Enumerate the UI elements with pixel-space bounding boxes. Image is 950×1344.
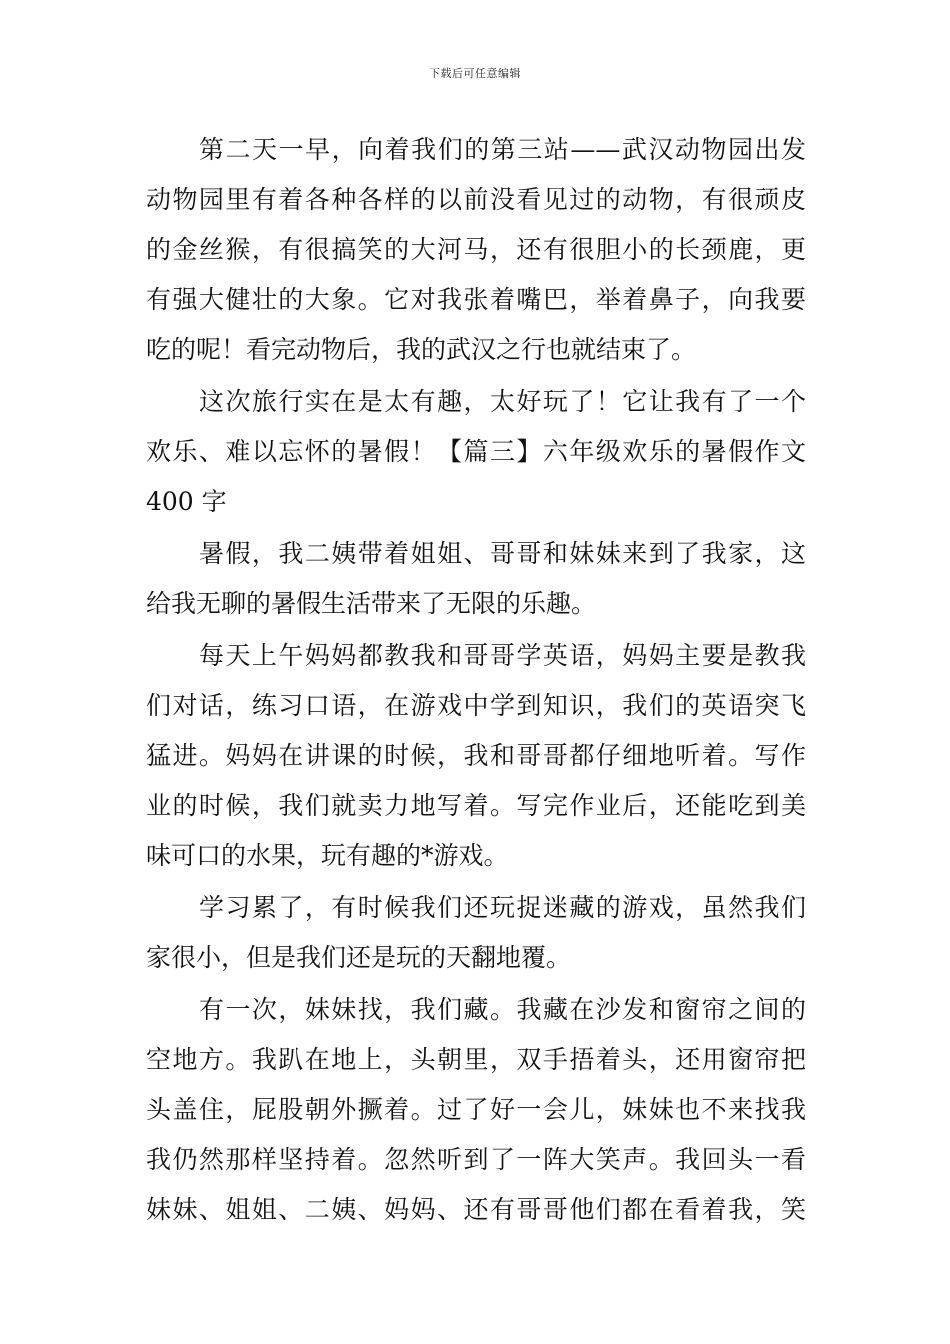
text-line: 暑假，我二姨带着姐姐、哥哥和妹妹来到了我家，这: [199, 539, 806, 568]
text-line: 的金丝猴，有很搞笑的大河马，还有很胆小的长颈鹿，更: [146, 235, 806, 264]
text-line: 有一次，妹妹找，我们藏。我藏在沙发和窗帘之间的: [199, 995, 806, 1024]
text-line: 吃的呢！看完动物后，我的武汉之行也就结束了。: [146, 335, 697, 364]
text-line: 400 字: [146, 487, 227, 516]
text-line: 妹妹、姐姐、二姨、妈妈、还有哥哥他们都在看着我，笑: [146, 1195, 806, 1224]
text-line: 学习累了，有时候我们还玩捉迷藏的游戏，虽然我们: [199, 893, 806, 922]
text-line: 猛进。妈妈在讲课的时候，我和哥哥都仔细地听着。写作: [146, 741, 806, 770]
text-line: 这次旅行实在是太有趣，太好玩了！它让我有了一个: [199, 387, 806, 416]
text-line: 头盖住，屁股朝外撅着。过了好一会儿，妹妹也不来找我: [146, 1095, 806, 1124]
text-line: 动物园里有着各种各样的以前没看见过的动物，有很顽皮: [146, 185, 806, 214]
text-line: 空地方。我趴在地上，头朝里，双手捂着头，还用窗帘把: [146, 1045, 806, 1074]
text-line: 味可口的水果，玩有趣的*游戏。: [146, 841, 509, 870]
text-line: 们对话，练习口语，在游戏中学到知识，我们的英语突飞: [146, 691, 806, 720]
text-line: 第二天一早，向着我们的第三站——武汉动物园出发: [199, 135, 806, 164]
text-line: 业的时候，我们就卖力地写着。写完作业后，还能吃到美: [146, 791, 806, 820]
text-line: 每天上午妈妈都教我和哥哥学英语，妈妈主要是教我: [199, 641, 806, 670]
essay-body: [146, 125, 806, 1235]
page-header: 下载后可任意编辑: [429, 67, 521, 80]
text-line: 有强大健壮的大象。它对我张着嘴巴，举着鼻子，向我要: [146, 285, 806, 314]
text-line: 我仍然那样坚持着。忽然听到了一阵大笑声。我回头一看: [146, 1145, 806, 1174]
text-line: 欢乐、难以忘怀的暑假！【篇三】六年级欢乐的暑假作文: [146, 437, 806, 466]
text-line: 家很小，但是我们还是玩的天翻地覆。: [146, 943, 572, 972]
text-line: 给我无聊的暑假生活带来了无限的乐趣。: [146, 589, 597, 618]
